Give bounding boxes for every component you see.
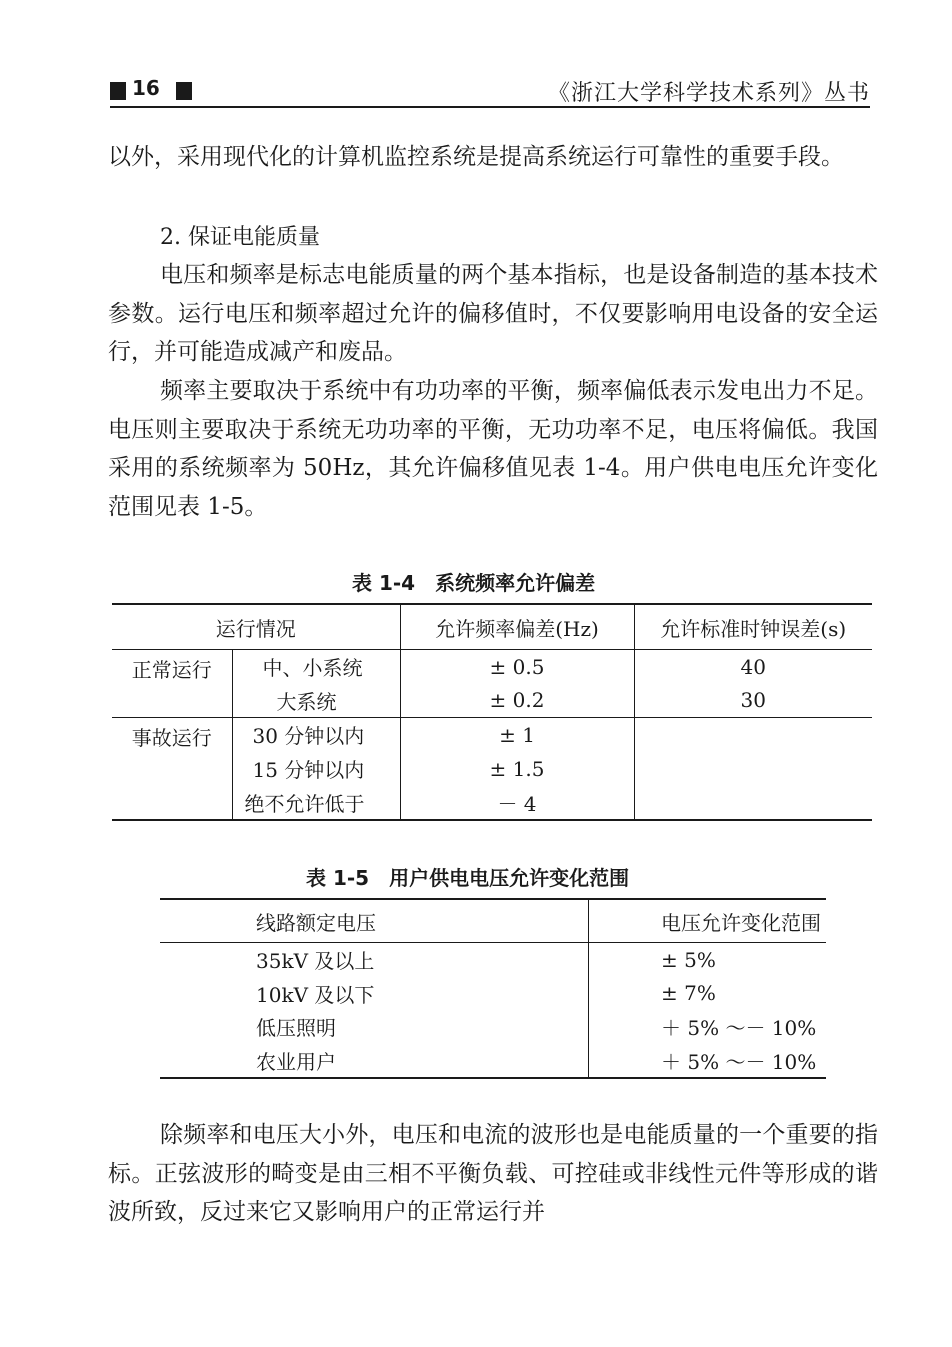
header-frequency-deviation: 允许频率偏差(Hz) (400, 604, 634, 650)
table-row (160, 977, 826, 1011)
header-rule (110, 106, 870, 108)
table-row (112, 650, 872, 684)
voltage-range-cell: ± 7% (661, 981, 716, 1006)
page-number: 16 (132, 76, 160, 100)
condition-cell: 大系统 (232, 684, 400, 718)
header-operation: 运行情况 (112, 604, 400, 650)
rated-voltage-cell: 农业用户 (160, 1044, 589, 1079)
condition-cell: 15 分钟以内 (232, 752, 400, 786)
table-row (160, 1044, 826, 1079)
deviation-cell: ± 1.5 (400, 752, 634, 786)
clock-cell: 40 (740, 654, 766, 679)
condition-cell: 绝不允许低于 (232, 785, 400, 820)
paragraph-frequency-voltage: 频率主要取决于系统中有功功率的平衡，频率偏低表示发电出力不足。电压则主要取决于系统无功功率的平衡，无功功率不足，电压将偏低。我国采用的系统频率为 50Hz，其允许偏移值见表 1-4。用户供电电压允许变化范围见表 1-5。 (108, 378, 878, 520)
voltage-range-cell: ＋ 5% ～－ 10% (661, 1050, 817, 1075)
clock-cell (634, 785, 872, 820)
page-header (110, 74, 870, 108)
header-rated-voltage: 线路额定电压 (160, 899, 589, 943)
table-1-5-caption: 表 1-5 用户供电电压允许变化范围 (306, 866, 630, 890)
paragraph-continuation: 以外，采用现代化的计算机监控系统是提高系统运行可靠性的重要手段。 (108, 144, 844, 170)
table-header-row (112, 604, 872, 650)
page-number-left-mark (110, 82, 126, 100)
voltage-range-cell: ± 5% (661, 947, 716, 972)
condition-cell: 30 分钟以内 (232, 718, 400, 752)
frequency-deviation-table (112, 603, 872, 821)
table-row (112, 718, 872, 752)
condition-cell: 中、小系统 (232, 650, 400, 684)
table-row (160, 943, 826, 977)
series-title: 《浙江大学科学技术系列》丛书 (547, 81, 870, 106)
group-fault: 事故运行 (112, 718, 232, 820)
deviation-cell: ± 1 (400, 718, 634, 752)
voltage-range-cell: ＋ 5% ～－ 10% (661, 1016, 817, 1041)
deviation-cell: － 4 (400, 785, 634, 820)
group-normal: 正常运行 (112, 650, 232, 718)
deviation-cell: ± 0.2 (400, 684, 634, 718)
clock-cell: 30 (740, 688, 766, 713)
clock-cell (634, 718, 872, 752)
paragraph-waveform: 除频率和电压大小外，电压和电流的波形也是电能质量的一个重要的指标。正弦波形的畸变是由三相不平衡负载、可控硅或非线性元件等形成的谐波所致，反过来它又影响用户的正常运行并 (108, 1122, 878, 1225)
page-number-right-mark (176, 82, 192, 100)
rated-voltage-cell: 10kV 及以下 (160, 977, 589, 1011)
rated-voltage-cell: 35kV 及以上 (160, 943, 589, 977)
rated-voltage-cell: 低压照明 (160, 1010, 589, 1044)
paragraph-quality-indices: 电压和频率是标志电能质量的两个基本指标，也是设备制造的基本技术参数。运行电压和频率超过允许的偏移值时，不仅要影响用电设备的安全运行，并可能造成减产和废品。 (108, 262, 878, 365)
clock-cell (634, 752, 872, 786)
table-1-4-caption: 表 1-4 系统频率允许偏差 (352, 571, 596, 595)
table-header-row (160, 899, 826, 943)
header-voltage-range: 电压允许变化范围 (589, 899, 827, 943)
voltage-range-table (160, 898, 826, 1079)
header-clock-error: 允许标准时钟误差(s) (634, 604, 872, 650)
table-row (160, 1010, 826, 1044)
deviation-cell: ± 0.5 (400, 650, 634, 684)
section-heading: 2. 保证电能质量 (160, 225, 320, 250)
